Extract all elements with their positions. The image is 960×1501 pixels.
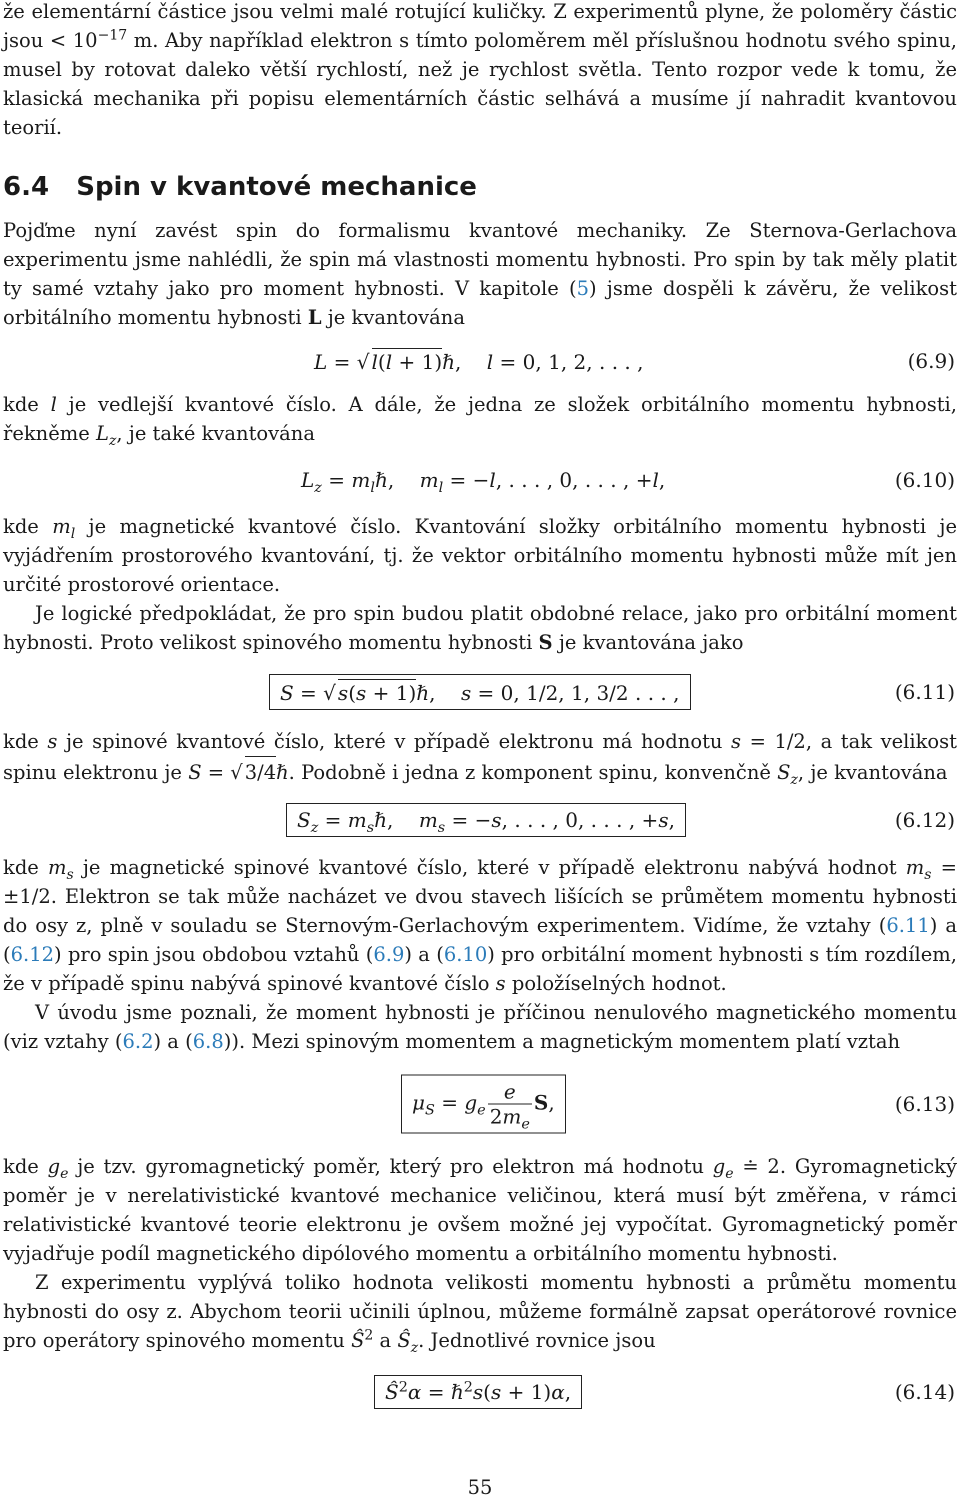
paragraph-4: Je logické předpokládat, že pro spin budou platit obdobné relace, jako pro orbitální moment hybnosti. Proto velikost spinového momentu hybnosti S je kvantována jako: [3, 602, 957, 654]
paragraph-9: Z experimentu vyplývá toliko hodnota velikosti momentu hybnosti a průmětu momentu hybnosti do osy z. Abychom teorii učinili úplnou, můžeme formálně zapsat operátorové rovnice pro operátory spinového momentu $Ŝ^2$ a $Ŝ_z$. Jednotlivé rovnice jsou: [3, 1271, 957, 1356]
equation-6-9: [3, 332, 957, 390]
paragraph-7: V úvodu jsme poznali, že moment hybnosti je příčinou nenulového magnetického momentu (viz vztahy (6.2) a (6.8)). Mezi spinovým momentem a magnetickým momentem platí vztah: [3, 1001, 957, 1053]
page-number: 55: [467, 1476, 493, 1499]
equation-number: (6.12): [894, 808, 955, 832]
section-title: Spin v kvantové mechanice: [76, 172, 477, 202]
equation-number: (6.9): [907, 349, 955, 373]
equation-6-13: [3, 1056, 957, 1152]
equation-6-11: [3, 657, 957, 727]
equation-6-11-math: S = √ s(s + 1)ℏ, s = 0, 1/2, 1, 3/2 . . . ,: [269, 674, 691, 710]
equation-6-14: [3, 1355, 957, 1429]
equation-number: (6.10): [894, 468, 955, 492]
section-number: 6.4: [3, 172, 50, 202]
equation-6-12: [3, 787, 957, 853]
equation-6-13-math: $\mu_S = g_e$ $\frac{e}{2m_e}$ S,: [401, 1075, 566, 1134]
equation-6-10-math: $L_z$ = $m_l\hbar$, $m_l = -l$, . . . , 0, . . . , +l,: [301, 468, 666, 496]
section-heading: [3, 172, 957, 202]
paragraph-1: Pojďme nyní zavést spin do formalismu kvantové mechaniky. Ze Sternova-Gerlachova experimentu jsme nahlédli, že spin má vlastnosti momentu hybnosti. Pro spin by tak měly platit ty samé vztahy jako pro moment hybnosti. V kapitole (5) jsme dospěli k závěru, že velikost orbitálního momentu hybnosti L je kvantována: [3, 219, 958, 329]
equation-6-9-math: L = √ l(l + 1)ℏ, l = 0, 1, 2, . . . ,: [314, 350, 644, 374]
equation-number: (6.11): [894, 680, 955, 704]
equation-6-14-math: $Ŝ^2\alpha$ = ℏ$^2$s(s + 1)α,: [374, 1375, 582, 1409]
document-page: [3, 0, 957, 1429]
paragraph-6: kde $m_s$ je magnetické spinové kvantové číslo, které v případě elektronu nabývá hodnot $m_s = \pm 1/2$. Elektron se tak může nacházet ve dvou stavech lišících se průmětem momentu hybnosti do osy z, plně v souladu se Sternovým-Gerlachovým experimentem. Vidíme, že vztahy (6.11) a (6.12) pro spin jsou obdobou vztahů (6.9) a (6.10) pro orbitální moment hybnosti s tím rozdílem, že v případě spinu nabývá spinové kvantové číslo s položíselných hodnot.: [3, 856, 958, 995]
equation-number: (6.13): [894, 1092, 955, 1116]
paragraph-3: kde $m_l$ je magnetické kvantové číslo. Kvantování složky orbitálního momentu hybnosti je vyjádřením prostorového kvantování, tj. že vektor orbitálního momentu hybnosti může mít jen určité prostorové orientace.: [3, 515, 958, 596]
paragraph-intro: že elementární částice jsou velmi malé rotující kuličky. Z experimentů plyne, že poloměry částic jsou < $10^{-17}$ m. Aby například elektron s tímto poloměrem měl příslušnou hodnotu svého spinu, musel by rotovat daleko větší rychlostí, než je rychlost světla. Tento rozpor vede k tomu, že klasická mechanika při popisu elementárních částic selhává a musíme jí nahradit kvantovou teorií.: [3, 0, 958, 139]
equation-number: (6.14): [894, 1380, 955, 1404]
paragraph-2: kde l je vedlejší kvantové číslo. A dále, že jedna ze složek orbitálního momentu hybnosti, řekněme $L_z$, je také kvantována: [3, 393, 957, 449]
equation-6-12-math: $S_z$ = $m_s\hbar$, $m_s = -s$, . . . , 0, . . . , +s,: [286, 803, 686, 837]
equation-6-10: [3, 448, 957, 512]
paragraph-5: kde s je spinové kvantové číslo, které v případě elektronu má hodnotu s = 1/2, a tak velikost spinu elektronu je S = √ 3/4ℏ. Podobně i jedna z komponent spinu, konvenčně $S_z$, je kvantována: [3, 730, 957, 788]
paragraph-8: kde $g_e$ je tzv. gyromagnetický poměr, který pro elektron má hodnotu $g_e$ ≐ 2. Gyromagnetický poměr je v nerelativistické kvantové mechanice veličinou, která musí být změřena, v rámci relativistické kvantové teorie elektronu je ovšem možné jej vypočítat. Gyromagnetický poměr vyjadřuje podíl magnetického dipólového momentu a orbitálního momentu hybnosti.: [3, 1155, 957, 1265]
